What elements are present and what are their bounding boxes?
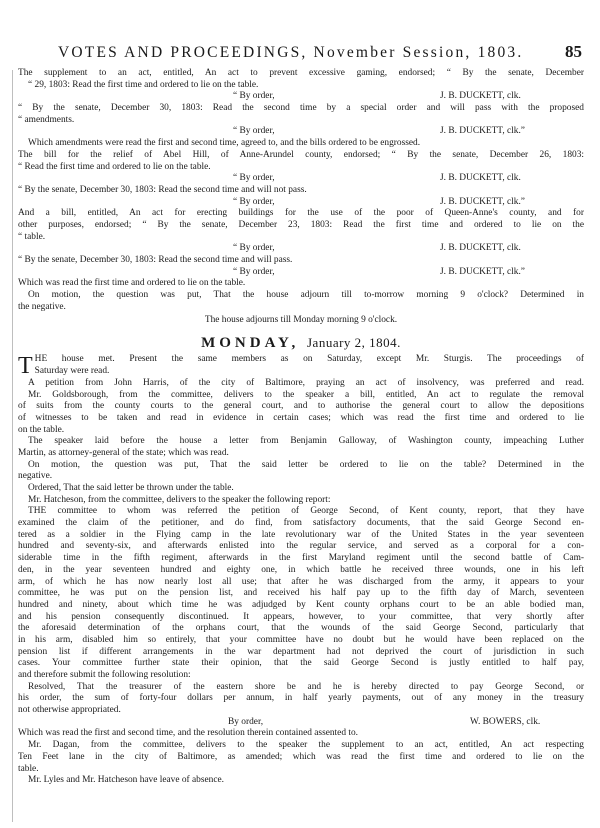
text-line: “ 29, 1803: Read the first time and ordered to lie on the table. (28, 79, 259, 90)
text-line: “ amendments. (18, 114, 75, 125)
text-line: Ordered, That the said letter be thrown under the table. (28, 483, 234, 493)
text-line: arm, of which he has now nearly lost all use; that after he was discharged from the army, it appears to your (18, 576, 584, 587)
signature-by: “ By order, (233, 173, 275, 184)
text-line: in his arm, disabled him so entirely, that your committee have no doubt but he would have been replaced on the (18, 634, 584, 645)
signature-line (18, 173, 584, 185)
drop-cap: T (18, 354, 33, 378)
text-line: Mr. Goldsborough, from the committee, delivers to the speaker a bill, entitled, An act to regulate the removal (28, 389, 584, 400)
text-line: The speaker laid before the house a letter from Benjamin Galloway, of Washington county, impeaching Luther (28, 436, 584, 447)
text-line: Which was read the first time and ordered to lie on the table. (18, 278, 246, 289)
text-line: On motion, the question was put, That the said letter be ordered to lie on the table? Determined in the (28, 459, 584, 470)
text-column (18, 68, 584, 787)
text-line: siderable time in the fifth regiment, afterwards in the first Maryland regiment until the second battle of Cam- (18, 553, 584, 564)
text-line: hundred and seventy-six, and afterwards enlisted into the regular service, and served as a corporal for a con- (18, 541, 584, 552)
day-heading (18, 332, 584, 354)
text-line: Which was read the first and second time, and the resolution therein contained assented to. (18, 728, 358, 739)
text-line: on the table. (18, 424, 65, 435)
signature-by: “ By order, (233, 126, 275, 137)
text-line: The supplement to an act, entitled, An act to prevent excessive gaming, endorsed; “ By the senate, December (18, 68, 584, 78)
scan-left-edge (12, 70, 13, 822)
adjournment-line: The house adjourns till Monday morning 9 o'clock. (204, 315, 398, 326)
text-line: den, in the year seventeen hundred and eighty one, in which battle he received three wounds, one in his left (18, 564, 584, 575)
text-line: “ table. (18, 231, 46, 242)
signature-by: By order, (228, 716, 264, 727)
text-line: Martin, as attorney-general of the state; which was read. (18, 447, 229, 458)
page-number: 85 (565, 42, 582, 61)
text-line: Resolved, That the treasurer of the eastern shore be and he is hereby directed to pay George Second, or (28, 681, 584, 692)
day-heading-date: January 2, 1804. (306, 335, 401, 351)
text-line: Mr. Dagan, from the committee, delivers to the speaker the supplement to an act, entitled, An act respecting (28, 740, 584, 751)
signature-by: “ By order, (233, 91, 275, 102)
text-line: Saturday were read. (34, 366, 110, 377)
text-line: of witnesses to be taken and read in evidence in certain cases; which was read the first time and ordered to lie (18, 412, 584, 423)
text-line: and therefore submit the following resolution: (18, 670, 191, 680)
signature-line (18, 91, 584, 103)
signature-name: J. B. DUCKETT, clk. (440, 243, 521, 254)
text-line: THE committee to whom was referred the petition of George Second, of Kent county, report, that they have (28, 506, 584, 517)
signature-line (18, 197, 584, 209)
text-line: “ Read the first time and ordered to lie on the table. (18, 161, 211, 172)
text-line: Ten Feet lane in the city of Baltimore, as amended; which was read the first time and ordered to lie on the (18, 751, 584, 762)
signature-line (18, 267, 584, 279)
text-line: table. (18, 763, 39, 774)
text-line: “ By the senate, December 30, 1803: Read the second time and will not pass. (18, 184, 307, 195)
text-line: other purposes, endorsed; “ By the senate, December 23, 1803: Read the first time and ordered to lie on the (18, 219, 584, 230)
signature-by: “ By order, (233, 196, 275, 207)
signature-by: “ By order, (233, 243, 275, 254)
text-line: and his pension consequently discontinued. It appears, however, to your committee, that very shortly after (18, 611, 584, 622)
text-line: HE house met. Present the same members as on Saturday, except Mr. Sturgis. The proceedings of (34, 354, 584, 365)
signature-name: J. B. DUCKETT, clk.” (440, 126, 525, 137)
signature-line (18, 126, 584, 138)
signature-name: J. B. DUCKETT, clk. (440, 173, 521, 184)
text-line: negative. (18, 471, 53, 482)
text-line: his order, the sum of forty-four dollars per annum, in half yearly payments, out of any money in the treasury (18, 693, 584, 704)
text-line: the negative. (18, 301, 66, 312)
text-line: Which amendments were read the first and second time, agreed to, and the bills ordered to be engrossed. (28, 138, 421, 149)
text-line: of suits from the county courts to the general court, and to authorise the general court to allow the depositions (18, 401, 584, 412)
text-line: hundred and ninety, about which time he was adjudged by Kent county orphans court to be an able bodied man, (18, 599, 584, 610)
text-line: A petition from John Harris, of the city of Baltimore, praying an act of insolvency, was preferred and read. (28, 377, 584, 388)
signature-line (18, 717, 584, 729)
signature-line (18, 243, 584, 255)
signature-name: W. BOWERS, clk. (470, 716, 541, 727)
text-line: tered as a soldier in the Flying camp in the late revolutionary war of the United States in the year seventeen (18, 529, 584, 540)
text-line: “ By the senate, December 30, 1803: Read the second time and will pass. (18, 255, 293, 265)
text-line: And a bill, entitled, An act for erecting buildings for the use of the poor of Queen-Anne's county, and for (18, 208, 584, 219)
signature-name: J. B. DUCKETT, clk.” (440, 266, 525, 277)
text-line: Mr. Hatcheson, from the committee, delivers to the speaker the following report: (28, 494, 331, 505)
text-line: examined the claim of the petitioner, and do find, from satisfactory documents, that the said George Second en- (18, 518, 584, 529)
signature-by: “ By order, (233, 266, 275, 277)
text-line: The bill for the relief of Abel Hill, of Anne-Arundel county, endorsed; “ By the senate, December 26, 1803: (18, 149, 584, 160)
text-line: the aforesaid determination of the orphans court, that the wounds of the said George Second, particularly that (18, 623, 584, 634)
signature-name: J. B. DUCKETT, clk. (440, 91, 521, 102)
text-line: Mr. Lyles and Mr. Hatcheson have leave of absence. (28, 775, 225, 786)
text-line: On motion, the question was put, That the house adjourn till to-morrow morning 9 o'clock? Determined in (28, 290, 584, 301)
page-header (18, 44, 588, 66)
opening-paragraph (18, 354, 584, 377)
text-line: “ By the senate, December 30, 1803: Read the second time by a special order and will pass with the proposed (18, 103, 584, 114)
text-line: pension list if different arrangements in the war department had not deprived the court of jurisdiction in such (18, 646, 584, 657)
running-title: VOTES AND PROCEEDINGS, November Session, 1803. (58, 44, 524, 61)
text-line: not otherwise appropriated. (18, 705, 121, 716)
day-heading-day: MONDAY, (201, 335, 300, 352)
signature-name: J. B. DUCKETT, clk.” (440, 196, 525, 207)
text-line: committee, he was put on the pension list, and received his half pay up to the fifth day of March, seventeen (18, 588, 584, 599)
text-line: cases. Your committee further state their opinion, that the said George Second is justly entitled to half pay, (18, 658, 584, 669)
